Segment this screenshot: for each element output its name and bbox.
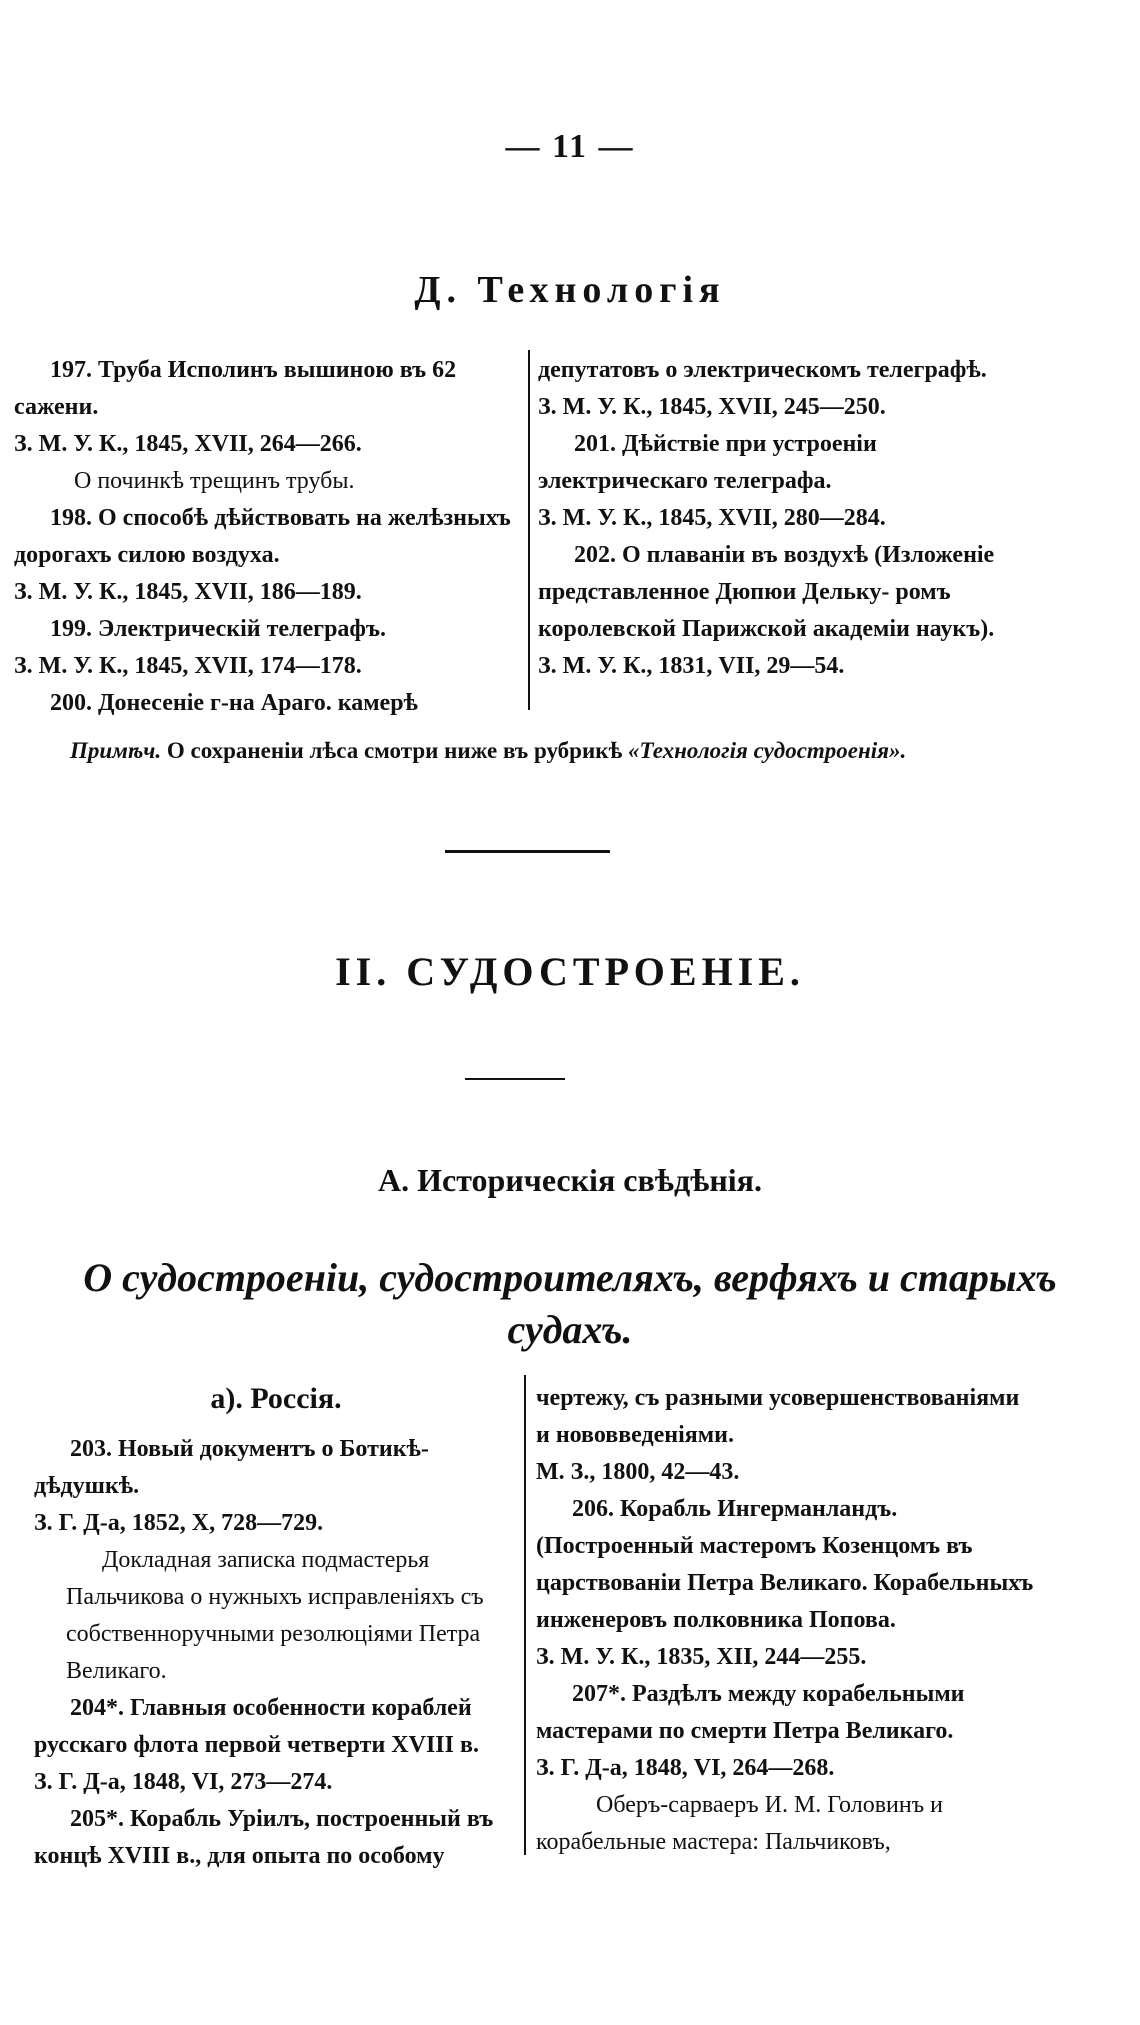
section-title-historical: А. Историческія свѣдѣнія. — [378, 1162, 762, 1198]
footnote — [70, 738, 1060, 764]
subsection-subtitle: О судостроеніи, судостроителяхъ, верфяхъ и старыхъ судахъ. — [83, 1255, 1057, 1352]
entry-203-title: 203. Новый документъ о Ботикѣ-дѣдушкѣ. — [34, 1436, 429, 1499]
entry-197-reference: З. М. У. К., 1845, XVII, 264—266. — [14, 431, 362, 457]
entry-206-reference: З. М. У. К., 1835, XII, 244—255. — [536, 1644, 867, 1670]
page-number: — 11 — — [505, 128, 635, 165]
footnote-text: О сохраненіи лѣса смотри ниже въ рубрикѣ — [166, 738, 623, 763]
entry-200-reference: З. М. У. К., 1845, XVII, 245—250. — [538, 394, 886, 420]
entry-202-reference: З. М. У. К., 1831, VII, 29—54. — [538, 653, 845, 679]
entry-206-title: 206. Корабль Ингерманландъ. (Построенный мастеромъ Козенцомъ въ царствованіи Петра Великаго. Корабельныхъ инженеровъ полковника Попова. — [536, 1496, 1034, 1633]
entry-203-note: Докладная записка подмастерья Пальчикова о нужныхъ исправленіяхъ съ собственноручными резолюціями Петра Великаго. — [66, 1547, 484, 1684]
left-column-bottom — [34, 1380, 518, 1875]
entry-204-reference: З. Г. Д-а, 1848, VI, 273—274. — [34, 1769, 333, 1795]
footnote-reference: «Технологія судостроенія». — [628, 738, 907, 763]
entry-203-reference: З. Г. Д-а, 1852, X, 728—729. — [34, 1510, 324, 1536]
subsection-divider — [465, 1078, 565, 1080]
entry-197-title: 197. Труба Исполинъ вышиною въ 62 сажени. — [14, 357, 457, 420]
right-column-top — [538, 352, 1038, 685]
entry-198-reference: З. М. У. К., 1845, XVII, 186—189. — [14, 579, 362, 605]
entry-207-note: Оберъ-сарваеръ И. М. Головинъ и корабельные мастера: Пальчиковъ, — [536, 1792, 943, 1855]
section-divider — [445, 850, 610, 853]
entry-207-title: 207*. Раздѣлъ между корабельными мастерами по смерти Петра Великаго. — [536, 1681, 965, 1744]
entry-204-title: 204*. Главныя особенности кораблей русскаго флота первой четверти XVIII в. — [34, 1695, 479, 1758]
entry-198-title: 198. О способѣ дѣйствовать на желѣзныхъ дорогахъ силою воздуха. — [14, 505, 511, 568]
entry-207-reference: З. Г. Д-а, 1848, VI, 264—268. — [536, 1755, 835, 1781]
entry-199-reference: З. М. У. К., 1845, XVII, 174—178. — [14, 653, 362, 679]
entry-200-title: 200. Донесеніе г-на Араго. камерѣ — [50, 690, 418, 716]
entry-200-continuation: депутатовъ о электрическомъ телеграфѣ. — [538, 357, 987, 383]
entry-199-title: 199. Электрическій телеграфъ. — [50, 616, 387, 642]
subsection-russia: а). Россія. — [210, 1382, 342, 1415]
left-column-top — [14, 352, 522, 722]
column-divider-bottom — [524, 1375, 526, 1855]
entry-205-continuation: чертежу, съ разными усовершенствованіями и нововведеніями. — [536, 1385, 1020, 1448]
entry-201-title: 201. Дѣйствіе при устроеніи электрическаго телеграфа. — [538, 431, 877, 494]
entry-201-reference: З. М. У. К., 1845, XVII, 280—284. — [538, 505, 886, 531]
entry-205-title: 205*. Корабль Уріилъ, построенный въ концѣ XVIII в., для опыта по особому — [34, 1806, 494, 1869]
section-title-technology: Д. Технологія — [414, 269, 726, 311]
entry-197-note: О починкѣ трещинъ трубы. — [74, 468, 355, 494]
entry-202-title: 202. О плаваніи въ воздухѣ (Изложеніе представленное Дюпюи Дельку- ромъ королевской Парижской академіи наукъ). — [538, 542, 995, 642]
section-title-shipbuilding: II. СУДОСТРОЕНІЕ. — [335, 949, 805, 994]
footnote-label: Примѣч. — [70, 738, 162, 763]
column-divider-top — [528, 350, 530, 710]
entry-205-reference: М. З., 1800, 42—43. — [536, 1459, 740, 1485]
right-column-bottom — [536, 1380, 1036, 1861]
